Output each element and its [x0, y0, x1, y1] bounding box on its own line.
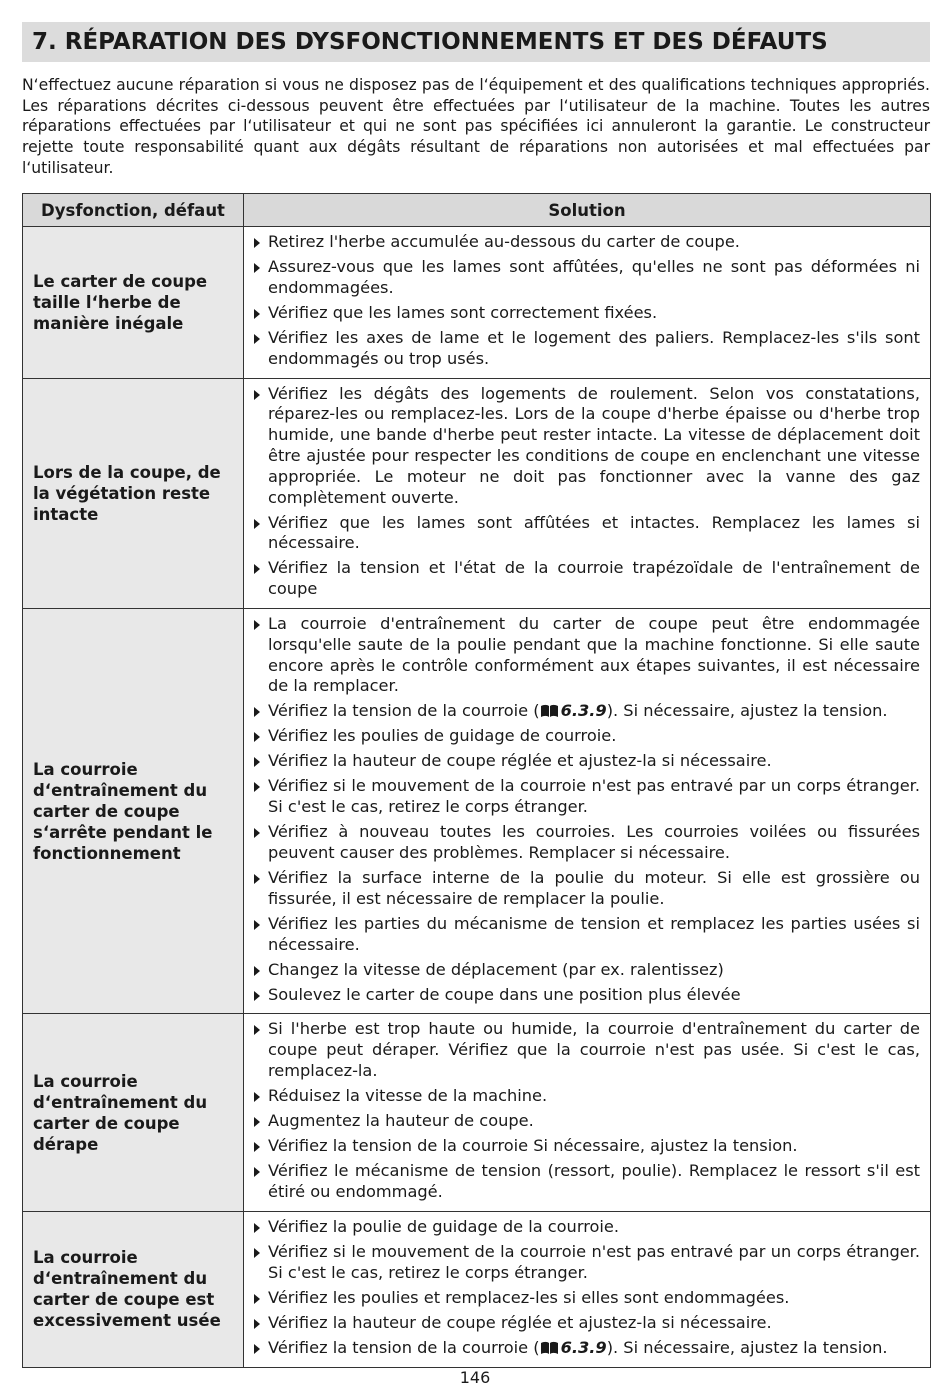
triangle-right-icon [254, 519, 260, 529]
solution-text: Vérifiez la hauteur de coupe réglée et ajustez-la si nécessaire. [268, 751, 772, 771]
solution-text: La courroie d'entraînement du carter de coupe peut être endommagée lorsqu'elle saute de la poulie pendant que la machine fonctionne. Si elle saute encore après le contrôle conformément aux étapes suivantes, il est nécessaire de la remplacer. [268, 614, 920, 696]
solution-item [253, 384, 920, 509]
solution-text: Vérifiez les axes de lame et le logement des paliers. Remplacez-les s'ils sont endommagés ou trop usés. [268, 327, 920, 368]
solution-text: Vérifiez la tension de la courroie ( [268, 1337, 540, 1357]
solution-text: Réduisez la vitesse de la machine. [268, 1086, 548, 1106]
triangle-right-icon [254, 309, 260, 319]
solution-text: Vérifiez le mécanisme de tension (ressort, poulie). Remplacez le ressort s'il est étiré ou endommagé. [268, 1161, 920, 1201]
solution-item [253, 1019, 920, 1081]
triangle-right-icon [254, 1248, 260, 1258]
intro-paragraph: N‘effectuez aucune réparation si vous ne disposez pas de l‘équipement et des qualifications techniques appropriés. Les réparations décrites ci-dessous peuvent être effectuées par l‘utilisateur de la machine. Toutes les autres réparations effectuées par l‘utilisateur et qui ne sont pas spécifiées ici annuleront la garantie. Le constructeur rejette toute responsabilité quant aux dégâts résultant de réparations non autorisées et mal effectuées par l‘utilisateur. [22, 76, 930, 177]
solution-column-header: Solution [244, 194, 931, 227]
solution-text: Vérifiez les poulies et remplacez-les si elles sont endommagées. [268, 1287, 790, 1307]
table-row [23, 1014, 931, 1211]
triangle-right-icon [254, 1167, 260, 1177]
solution-item [253, 726, 920, 747]
page-number: 146 [459, 1368, 491, 1387]
fault-cell: Le carter de coupe taille l‘herbe de manière inégale [23, 227, 244, 379]
solution-item [253, 558, 920, 600]
solution-text: Vérifiez si le mouvement de la courroie n'est pas entravé par un corps étranger. Si c'est le cas, retirez le corps étranger. [268, 776, 920, 817]
solution-item [253, 960, 920, 981]
solution-text: Retirez l'herbe accumulée au-dessous du carter de coupe. [268, 232, 740, 251]
section-reference: 6.3.9 [560, 701, 607, 721]
solution-item [253, 303, 920, 324]
solution-text: ). Si nécessaire, ajustez la tension. [606, 701, 888, 721]
solution-item [253, 1242, 920, 1284]
fault-cell: La courroie d‘entraînement du carter de coupe s‘arrête pendant le fonctionnement [23, 609, 244, 1014]
solution-list [253, 614, 920, 1005]
fault-cell: La courroie d‘entraînement du carter de coupe est excessivement usée [23, 1211, 244, 1367]
fault-column-header: Dysfonction, défaut [23, 194, 244, 227]
solution-item [253, 1338, 920, 1359]
solution-item [253, 751, 920, 772]
solution-cell [244, 378, 931, 609]
triangle-right-icon [254, 238, 260, 248]
solution-list [253, 384, 920, 600]
triangle-right-icon [254, 874, 260, 884]
solution-text: Vérifiez la tension et l'état de la courroie trapézoïdale de l'entraînement de coupe [268, 558, 920, 599]
solution-text: Vérifiez la tension de la courroie ( [268, 701, 540, 721]
solution-item [253, 985, 920, 1006]
triangle-right-icon [254, 1025, 260, 1035]
triangle-right-icon [254, 620, 260, 630]
triangle-right-icon [254, 828, 260, 838]
solution-list [253, 1217, 920, 1359]
solution-item [253, 513, 920, 555]
solution-item [253, 776, 920, 818]
triangle-right-icon [254, 966, 260, 976]
fault-cell: La courroie d‘entraînement du carter de coupe dérape [23, 1014, 244, 1211]
solution-item [253, 1161, 920, 1203]
solution-item [253, 1217, 920, 1238]
solution-item [253, 328, 920, 370]
solution-item [253, 822, 920, 864]
troubleshooting-table [22, 193, 931, 1368]
table-body [23, 227, 931, 1368]
table-row [23, 1211, 931, 1367]
triangle-right-icon [254, 1117, 260, 1127]
triangle-right-icon [254, 732, 260, 742]
triangle-right-icon [254, 782, 260, 792]
triangle-right-icon [254, 1223, 260, 1233]
solution-item [253, 1111, 920, 1132]
solution-item [253, 1313, 920, 1334]
solution-item [253, 1288, 920, 1309]
solution-text: Changez la vitesse de déplacement (par ex. ralentissez) [268, 959, 724, 979]
triangle-right-icon [254, 920, 260, 930]
solution-item [253, 232, 920, 253]
solution-cell [244, 227, 931, 379]
table-row [23, 378, 931, 609]
solution-list [253, 1019, 920, 1202]
solution-cell [244, 609, 931, 1014]
solution-item [253, 868, 920, 910]
table-header-row [23, 194, 931, 227]
solution-text: Vérifiez la tension de la courroie Si nécessaire, ajustez la tension. [268, 1136, 798, 1156]
solution-text: Augmentez la hauteur de coupe. [268, 1111, 534, 1131]
solution-text: Vérifiez que les lames sont affûtées et intactes. Remplacez les lames si nécessaire. [268, 512, 920, 553]
triangle-right-icon [254, 1294, 260, 1304]
solution-text: ). Si nécessaire, ajustez la tension. [606, 1337, 888, 1357]
solution-item [253, 701, 920, 722]
solution-text: Vérifiez la surface interne de la poulie du moteur. Si elle est grossière ou fissurée, il est nécessaire de remplacer la poulie. [268, 867, 920, 908]
solution-text: Soulevez le carter de coupe dans une position plus élevée [268, 984, 741, 1004]
solution-item [253, 257, 920, 299]
triangle-right-icon [254, 564, 260, 574]
triangle-right-icon [254, 1344, 260, 1354]
solution-item [253, 1136, 920, 1157]
triangle-right-icon [254, 707, 260, 717]
triangle-right-icon [254, 991, 260, 1001]
solution-item [253, 914, 920, 956]
solution-cell [244, 1014, 931, 1211]
triangle-right-icon [254, 1319, 260, 1329]
solution-list [253, 232, 920, 369]
triangle-right-icon [254, 263, 260, 273]
section-reference: 6.3.9 [560, 1337, 607, 1357]
solution-text: Vérifiez que les lames sont correctement fixées. [268, 302, 658, 322]
solution-text: Vérifiez les poulies de guidage de courroie. [268, 726, 617, 746]
solution-text: Vérifiez la hauteur de coupe réglée et ajustez-la si nécessaire. [268, 1312, 772, 1332]
solution-text: Assurez-vous que les lames sont affûtées, qu'elles ne sont pas déformées ni endommagées. [268, 256, 920, 297]
triangle-right-icon [254, 1092, 260, 1102]
triangle-right-icon [254, 1142, 260, 1152]
solution-text: Vérifiez si le mouvement de la courroie n'est pas entravé par un corps étranger. Si c'est le cas, retirez le corps étranger. [268, 1241, 920, 1282]
table-row [23, 227, 931, 379]
solution-item [253, 1086, 920, 1107]
triangle-right-icon [254, 390, 260, 400]
book-icon [540, 1341, 559, 1355]
solution-text: Vérifiez à nouveau toutes les courroies. Les courroies voilées ou fissurées peuvent causer des problèmes. Remplacer si nécessaire. [268, 822, 920, 862]
triangle-right-icon [254, 757, 260, 767]
solution-text: Vérifiez les parties du mécanisme de tension et remplacez les parties usées si nécessaire. [268, 913, 920, 954]
table-row [23, 609, 931, 1014]
section-title: 7. RÉPARATION DES DYSFONCTIONNEMENTS ET DES DÉFAUTS [22, 22, 930, 62]
solution-item [253, 614, 920, 697]
triangle-right-icon [254, 334, 260, 344]
solution-cell [244, 1211, 931, 1367]
solution-text: Vérifiez les dégâts des logements de roulement. Selon vos constatations, réparez-les ou remplacez-les. Lors de la coupe d'herbe épaisse ou d'herbe trop humide, une bande d'herbe peut rester intacte. La vitesse de déplacement doit être ajustée pour respecter les conditions de coupe en enclenchant une vitesse appropriée. Le moteur ne doit pas fonctionner avec la vanne des gaz complètement ouverte. [268, 383, 920, 507]
solution-text: Vérifiez la poulie de guidage de la courroie. [268, 1216, 619, 1236]
book-icon [540, 704, 559, 718]
solution-text: Si l'herbe est trop haute ou humide, la courroie d'entraînement du carter de coupe peut déraper. Vérifiez que la courroie n'est pas usée. Si c'est le cas, remplacez-la. [268, 1019, 920, 1081]
fault-cell: Lors de la coupe, de la végétation reste intacte [23, 378, 244, 609]
